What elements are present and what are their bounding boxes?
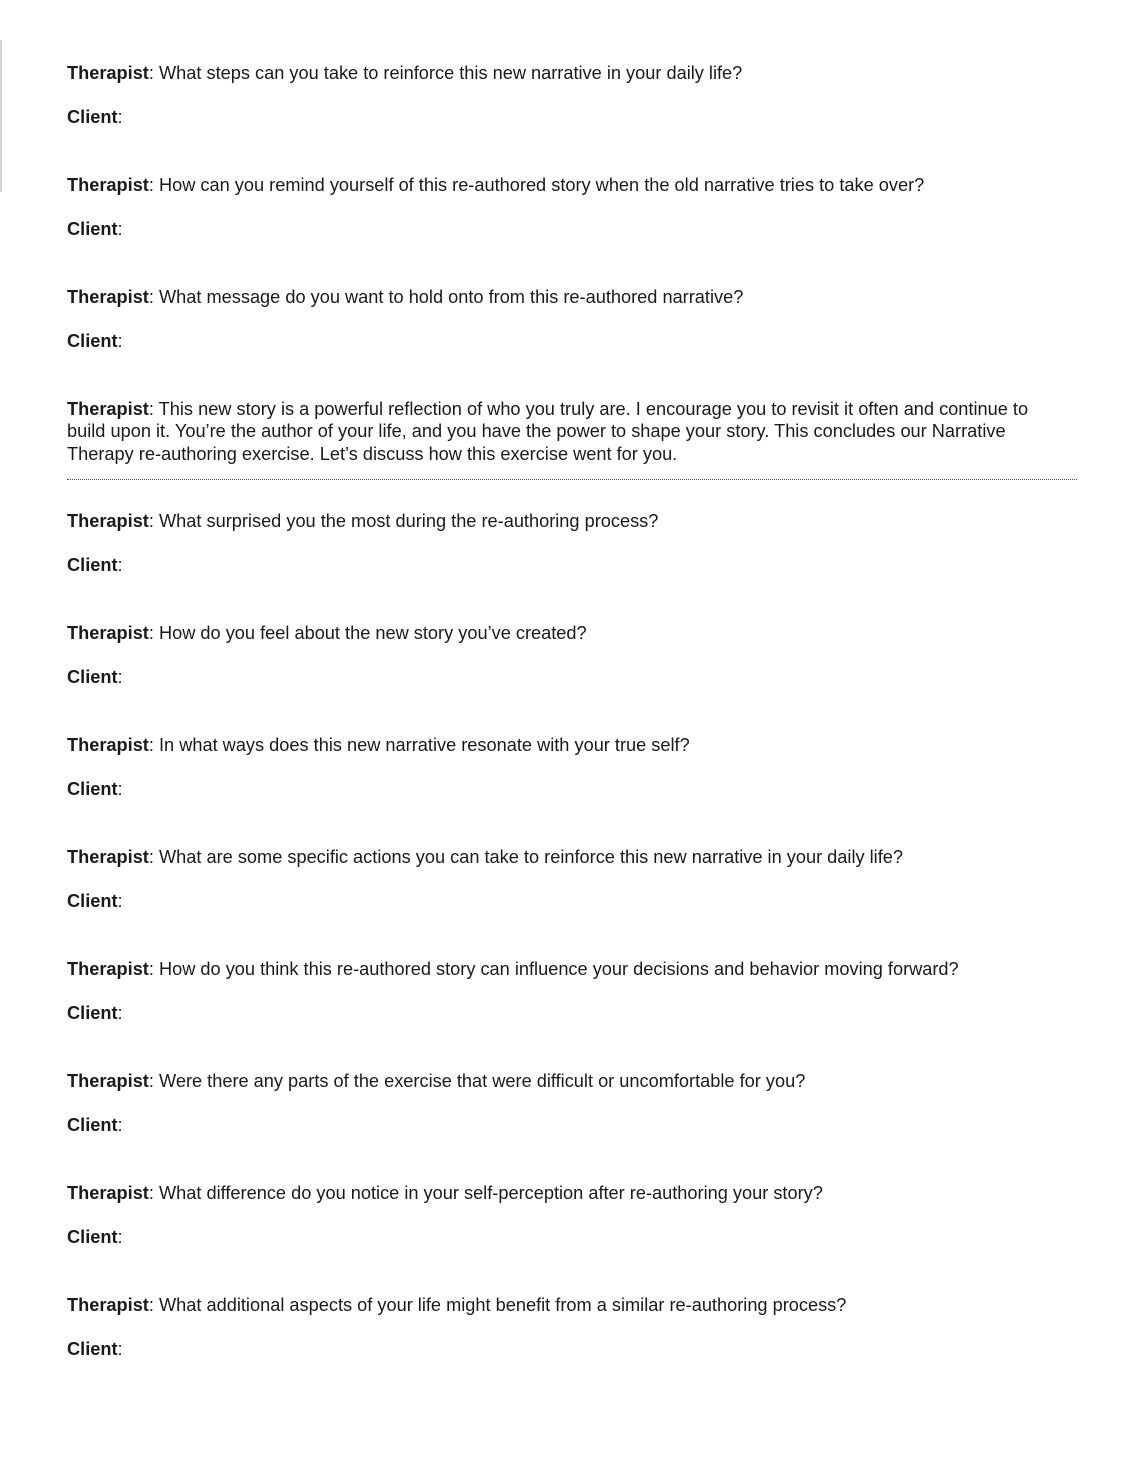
speaker-label-client: Client xyxy=(67,1339,118,1359)
speaker-label-client: Client xyxy=(67,107,118,127)
speaker-label-client: Client xyxy=(67,779,118,799)
speaker-label-client: Client xyxy=(67,555,118,575)
dialogue-block xyxy=(67,846,1077,958)
question-text: What difference do you notice in your self-perception after re-authoring your story? xyxy=(153,1183,823,1203)
dialogue-block xyxy=(67,958,1077,1070)
dotted-divider xyxy=(67,479,1077,510)
client-response-line: Client: xyxy=(67,891,123,911)
therapist-question: Therapist: What steps can you take to reinforce this new narrative in your daily life? xyxy=(67,63,743,83)
therapist-question: Therapist: What difference do you notice in your self-perception after re-authoring your story? xyxy=(67,1183,823,1203)
question-text: How do you feel about the new story you’ve created? xyxy=(153,623,587,643)
closing-text: This new story is a powerful reflection of who you truly are. I encourage you to revisit it often and continue to build upon it. You’re the author of your life, and you have the power to shape your story. This concludes our Narrative Therapy re-authoring exercise. Let’s discuss how this exercise went for you. xyxy=(67,399,1029,464)
question-text: How can you remind yourself of this re-authored story when the old narrative tries to take over? xyxy=(153,175,925,195)
therapist-question: Therapist: What surprised you the most during the re-authoring process? xyxy=(67,511,659,531)
client-response-line: Client: xyxy=(67,1339,123,1359)
question-text: In what ways does this new narrative resonate with your true self? xyxy=(153,735,690,755)
speaker-label-therapist: Therapist xyxy=(67,847,149,867)
dialogue-block xyxy=(67,510,1077,622)
therapist-question: Therapist: Were there any parts of the exercise that were difficult or uncomfortable for you? xyxy=(67,1071,806,1091)
therapist-question: Therapist: How do you feel about the new story you’ve created? xyxy=(67,623,587,643)
client-response-line: Client: xyxy=(67,1115,123,1135)
therapist-question: Therapist: What message do you want to hold onto from this re-authored narrative? xyxy=(67,287,744,307)
speaker-label-therapist: Therapist xyxy=(67,959,149,979)
dialogue-block xyxy=(67,62,1077,174)
client-response-line: Client: xyxy=(67,667,123,687)
therapist-question: Therapist: What additional aspects of your life might benefit from a similar re-authoring process? xyxy=(67,1295,847,1315)
speaker-label-client: Client xyxy=(67,1003,118,1023)
speaker-label-therapist: Therapist xyxy=(67,623,149,643)
dialogue-block xyxy=(67,1294,1077,1406)
speaker-label-therapist: Therapist xyxy=(67,399,149,419)
therapist-question: Therapist: What are some specific actions you can take to reinforce this new narrative in your daily life? xyxy=(67,847,904,867)
dialogue-block xyxy=(67,1182,1077,1294)
speaker-label-client: Client xyxy=(67,667,118,687)
dialogue-block xyxy=(67,734,1077,846)
question-text: What additional aspects of your life might benefit from a similar re-authoring process? xyxy=(153,1295,847,1315)
question-text: How do you think this re-authored story can influence your decisions and behavior moving forward? xyxy=(153,959,959,979)
therapist-question: Therapist: In what ways does this new narrative resonate with your true self? xyxy=(67,735,690,755)
therapist-closing-statement: Therapist: This new story is a powerful reflection of who you truly are. I encourage you to revisit it often and continue to build upon it. You’re the author of your life, and you have the power to shape your story. This concludes our Narrative Therapy re-authoring exercise. Let’s discuss how this exercise went for you. xyxy=(67,399,1029,464)
worksheet-page xyxy=(67,62,1077,1406)
client-response-line: Client: xyxy=(67,331,123,351)
speaker-label-therapist: Therapist xyxy=(67,1183,149,1203)
dialogue-block xyxy=(67,622,1077,734)
question-text: Were there any parts of the exercise that were difficult or uncomfortable for you? xyxy=(153,1071,806,1091)
question-text: What are some specific actions you can take to reinforce this new narrative in your daily life? xyxy=(153,847,904,867)
therapist-question: Therapist: How can you remind yourself of this re-authored story when the old narrative tries to take over? xyxy=(67,175,925,195)
question-text: What surprised you the most during the re-authoring process? xyxy=(153,511,659,531)
client-response-line: Client: xyxy=(67,555,123,575)
speaker-label-therapist: Therapist xyxy=(67,1071,149,1091)
speaker-label-therapist: Therapist xyxy=(67,1295,149,1315)
question-text: What message do you want to hold onto from this re-authored narrative? xyxy=(153,287,744,307)
dialogue-block xyxy=(67,174,1077,286)
client-response-line: Client: xyxy=(67,779,123,799)
speaker-label-therapist: Therapist xyxy=(67,175,149,195)
page-edge-mark xyxy=(0,40,2,192)
speaker-label-therapist: Therapist xyxy=(67,511,149,531)
speaker-label-client: Client xyxy=(67,891,118,911)
client-response-line: Client: xyxy=(67,219,123,239)
speaker-label-client: Client xyxy=(67,331,118,351)
speaker-label-therapist: Therapist xyxy=(67,63,149,83)
client-response-line: Client: xyxy=(67,1227,123,1247)
speaker-label-therapist: Therapist xyxy=(67,735,149,755)
question-text: What steps can you take to reinforce this new narrative in your daily life? xyxy=(153,63,743,83)
dialogue-block xyxy=(67,286,1077,398)
client-response-line: Client: xyxy=(67,1003,123,1023)
speaker-label-therapist: Therapist xyxy=(67,287,149,307)
speaker-label-client: Client xyxy=(67,1115,118,1135)
client-response-line: Client: xyxy=(67,107,123,127)
dialogue-block xyxy=(67,1070,1077,1182)
speaker-label-client: Client xyxy=(67,1227,118,1247)
speaker-label-client: Client xyxy=(67,219,118,239)
therapist-question: Therapist: How do you think this re-authored story can influence your decisions and behavior moving forward? xyxy=(67,959,959,979)
closing-statement-block xyxy=(67,398,1077,479)
